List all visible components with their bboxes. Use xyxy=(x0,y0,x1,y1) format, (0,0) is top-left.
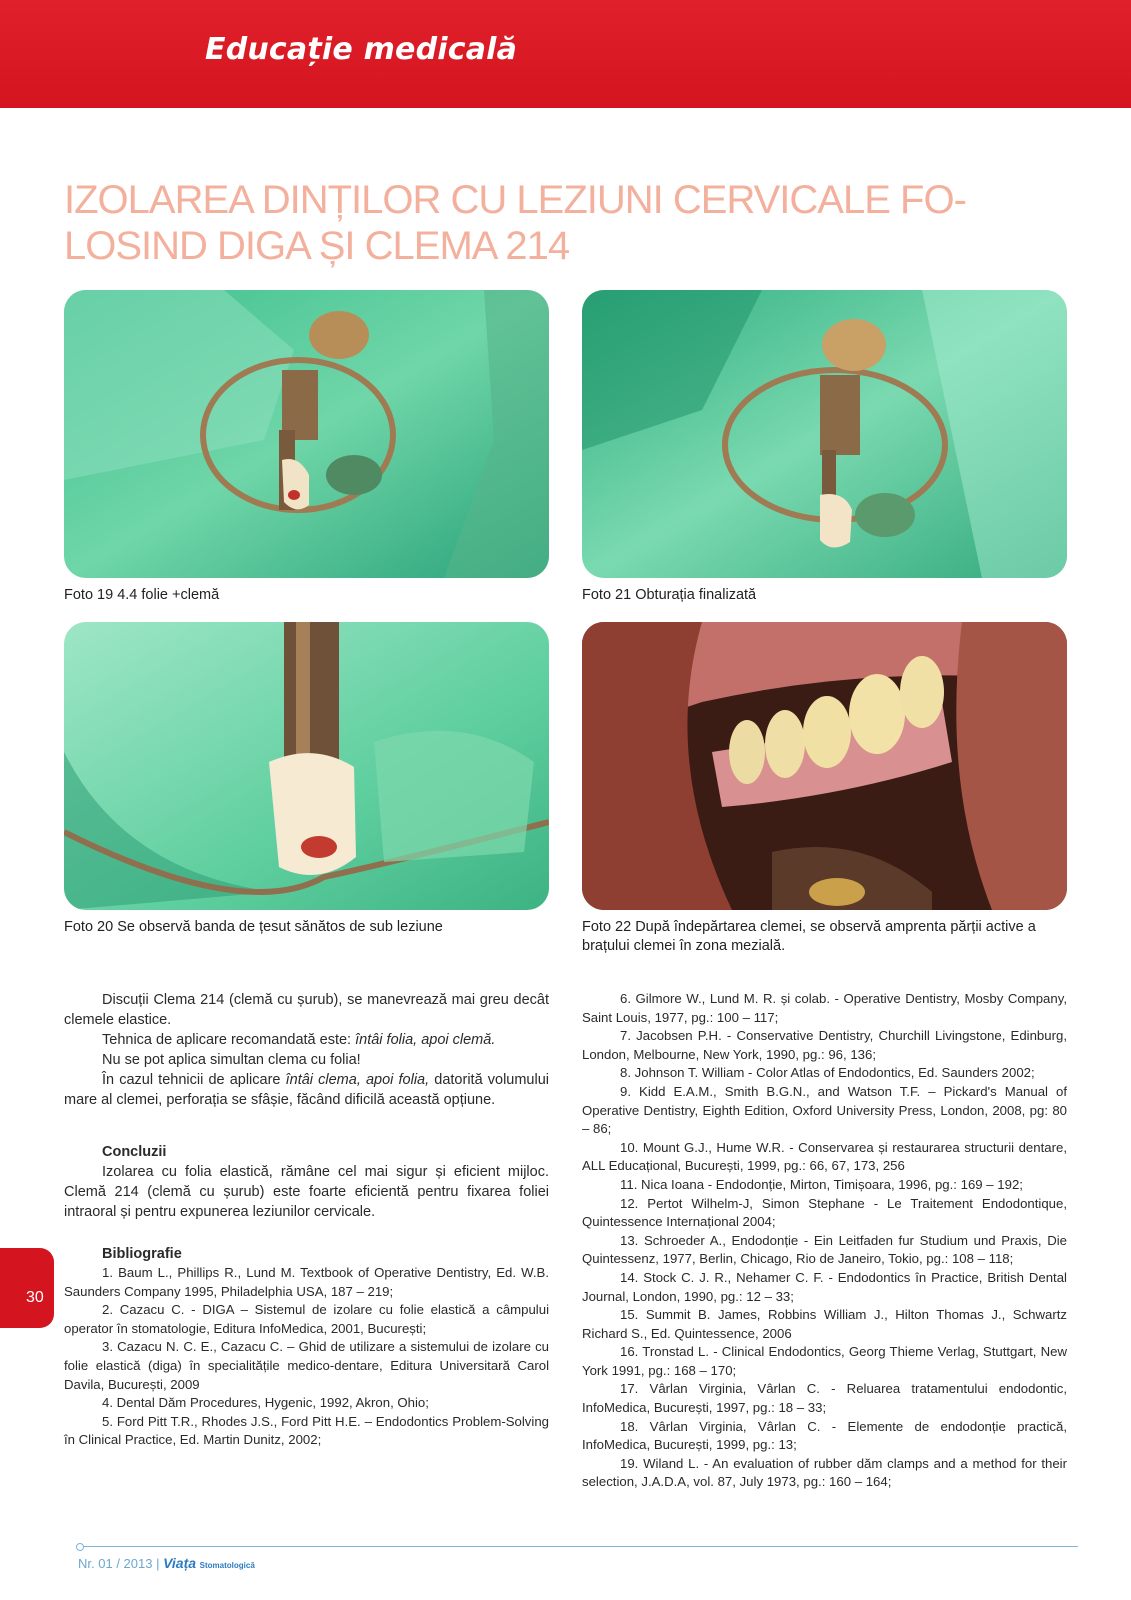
photo-19-caption: Foto 19 4.4 folie +clemă xyxy=(64,587,220,603)
reference-item: 14. Stock C. J. R., Nehamer C. F. - Endodontics în Practice, British Dental Journal, London, 1990, pg.: 12 – 33; xyxy=(582,1269,1067,1304)
reference-item: 10. Mount G.J., Hume W.R. - Conservarea și restaurarea structurii dentare, ALL Educațional, București, 1999, pg.: 66, 67, 173, 256 xyxy=(582,1139,1067,1174)
conclusions-heading: Concluzii xyxy=(102,1144,167,1160)
photo-22-clamp-imprint xyxy=(582,622,1067,910)
conclusions-text: Izolarea cu folia elastică, rămâne cel mai sigur și eficient mijloc. Clemă 214 (clemă cu șurub) este foarte eficientă pentru fixarea foliei intraoral și pentru expunerea leziunilor cervicale. xyxy=(64,1164,549,1220)
reference-item: 7. Jacobsen P.H. - Conservative Dentistry, Churchill Livingstone, Edinburg, London, Melbourne, New York, 1990, pg.: 96, 136; xyxy=(582,1028,1067,1062)
reference-item: 6. Gilmore W., Lund M. R. și colab. - Operative Dentistry, Mosby Company, Saint Louis, 1977, pg.: 100 – 117; xyxy=(582,991,1067,1025)
reference-item: 18. Vârlan Virginia, Vârlan C. - Elemente de endodonție practică, InfoMedica, București, 1999, pg.: 13; xyxy=(582,1418,1067,1453)
reference-item: 8. Johnson T. William - Color Atlas of Endodontics, Ed. Saunders 2002; xyxy=(620,1065,1035,1081)
discussion-paragraph-2: Tehnica de aplicare recomandată este: întâi folia, apoi clemă. xyxy=(102,1032,496,1048)
reference-item: 2. Cazacu C. - DIGA – Sistemul de izolare cu folie elastică a câmpului operator în stomatologie, Editura InfoMedica, 2001, București; xyxy=(64,1302,549,1336)
page-number: 30 xyxy=(26,1289,44,1306)
photo-20-healthy-tissue xyxy=(64,622,549,910)
reference-item: 17. Vârlan Virginia, Vârlan C. - Reluarea tratamentului endodontic, InfoMedica, București, 1997, pg.: 18 – 33; xyxy=(582,1381,1067,1416)
reference-item: 16. Tronstad L. - Clinical Endodontics, Georg Thieme Verlag, Stuttgart, New York 1991, pg.: 168 – 170; xyxy=(582,1344,1067,1378)
footer-brand-sub: Stomatologică xyxy=(199,1561,255,1570)
left-column xyxy=(64,990,549,1450)
footer xyxy=(78,1555,255,1571)
reference-item: 9. Kidd E.A.M., Smith B.G.N., and Watson T.F. – Pickard's Manual of Operative Dentistry, Eighth Edition, Oxford University Press, London, 2008, pg: 80 – 86; xyxy=(582,1083,1067,1137)
photo-20-caption: Foto 20 Se observă banda de țesut sănătos de sub leziune xyxy=(64,919,443,935)
discussion-paragraph-3: Nu se pot aplica simultan clema cu folia! xyxy=(102,1052,361,1068)
article-title-line-1: IZOLAREA DINȚILOR CU LEZIUNI CERVICALE FO- xyxy=(64,177,966,222)
references-right xyxy=(582,990,1067,1492)
reference-item: 5. Ford Pitt T.R., Rhodes J.S., Ford Pitt H.E. – Endodontics Problem-Solving în Clinical Practice, Ed. Martin Dunitz, 2002; xyxy=(64,1413,549,1448)
reference-item: 13. Schroeder A., Endodonție - Ein Leitfaden fur Studium und Praxis, Die Quintessenz, 1977, Berlin, Chicago, Rio de Janeiro, Tokio, pg.: 108 – 118; xyxy=(582,1232,1067,1267)
reference-item: 15. Summit B. James, Robbins William J., Hilton Thomas J., Schwartz Richard S., Ed. Quintessence, 2006 xyxy=(582,1307,1067,1341)
footer-rule xyxy=(78,1546,1078,1547)
reference-item: 19. Wiland L. - An evaluation of rubber dăm clamps and a method for their selection, J.A.D.A, vol. 87, July 1973, pg.: 160 – 164; xyxy=(582,1455,1067,1490)
reference-item: 1. Baum L., Phillips R., Lund M. Textbook of Operative Dentistry, Ed. W.B. Saunders Company 1995, Philadelphia USA, 187 – 219; xyxy=(64,1265,549,1299)
header-band xyxy=(0,0,1131,108)
reference-item: 4. Dental Dăm Procedures, Hygenic, 1992, Akron, Ohio; xyxy=(102,1395,429,1411)
photo-22-caption: Foto 22 După îndepărtarea clemei, se observă amprenta părții active a brațului clemei în zona mezială. xyxy=(582,919,1036,954)
article-title xyxy=(64,177,964,269)
photo-19-dam-and-clamp xyxy=(64,290,549,578)
footer-year: / 2013 | xyxy=(116,1556,160,1571)
footer-rule-dot xyxy=(76,1543,84,1551)
references-left xyxy=(64,1264,549,1450)
page-number-tab xyxy=(0,1248,54,1328)
footer-issue: Nr. 01 xyxy=(78,1556,113,1571)
footer-brand: Viața xyxy=(163,1555,197,1571)
reference-item: 3. Cazacu N. C. E., Cazacu C. – Ghid de utilizare a sistemului de izolare cu folie elastică (diga) în specialitățile medico-dentare, Editura Universitară Carol Davila, București, 2009 xyxy=(64,1339,549,1392)
bibliography-heading: Bibliografie xyxy=(102,1246,182,1262)
photo-21-caption: Foto 21 Obturația finalizată xyxy=(582,587,757,603)
discussion-paragraph-1: Discuții Clema 214 (clemă cu șurub), se manevrează mai greu decât clemele elastice. xyxy=(64,992,549,1028)
reference-item: 12. Pertot Wilhelm-J, Simon Stephane - Le Traitement Endodontique, Quintessence Internațional 2004; xyxy=(582,1195,1067,1230)
photo-21-final-filling xyxy=(582,290,1067,578)
section-title: Educație medicală xyxy=(205,32,518,67)
discussion-paragraph-4: În cazul tehnicii de aplicare întâi clema, apoi folia, datorită volumului mare al clemei, perforația se sfâșie, făcând dificilă această opțiune. xyxy=(64,1072,549,1108)
article-title-line-2: LOSIND DIGA ȘI CLEMA 214 xyxy=(64,223,570,268)
reference-item: 11. Nica Ioana - Endodonție, Mirton, Timișoara, 1996, pg.: 169 – 192; xyxy=(620,1176,1023,1192)
right-column xyxy=(582,990,1067,1492)
